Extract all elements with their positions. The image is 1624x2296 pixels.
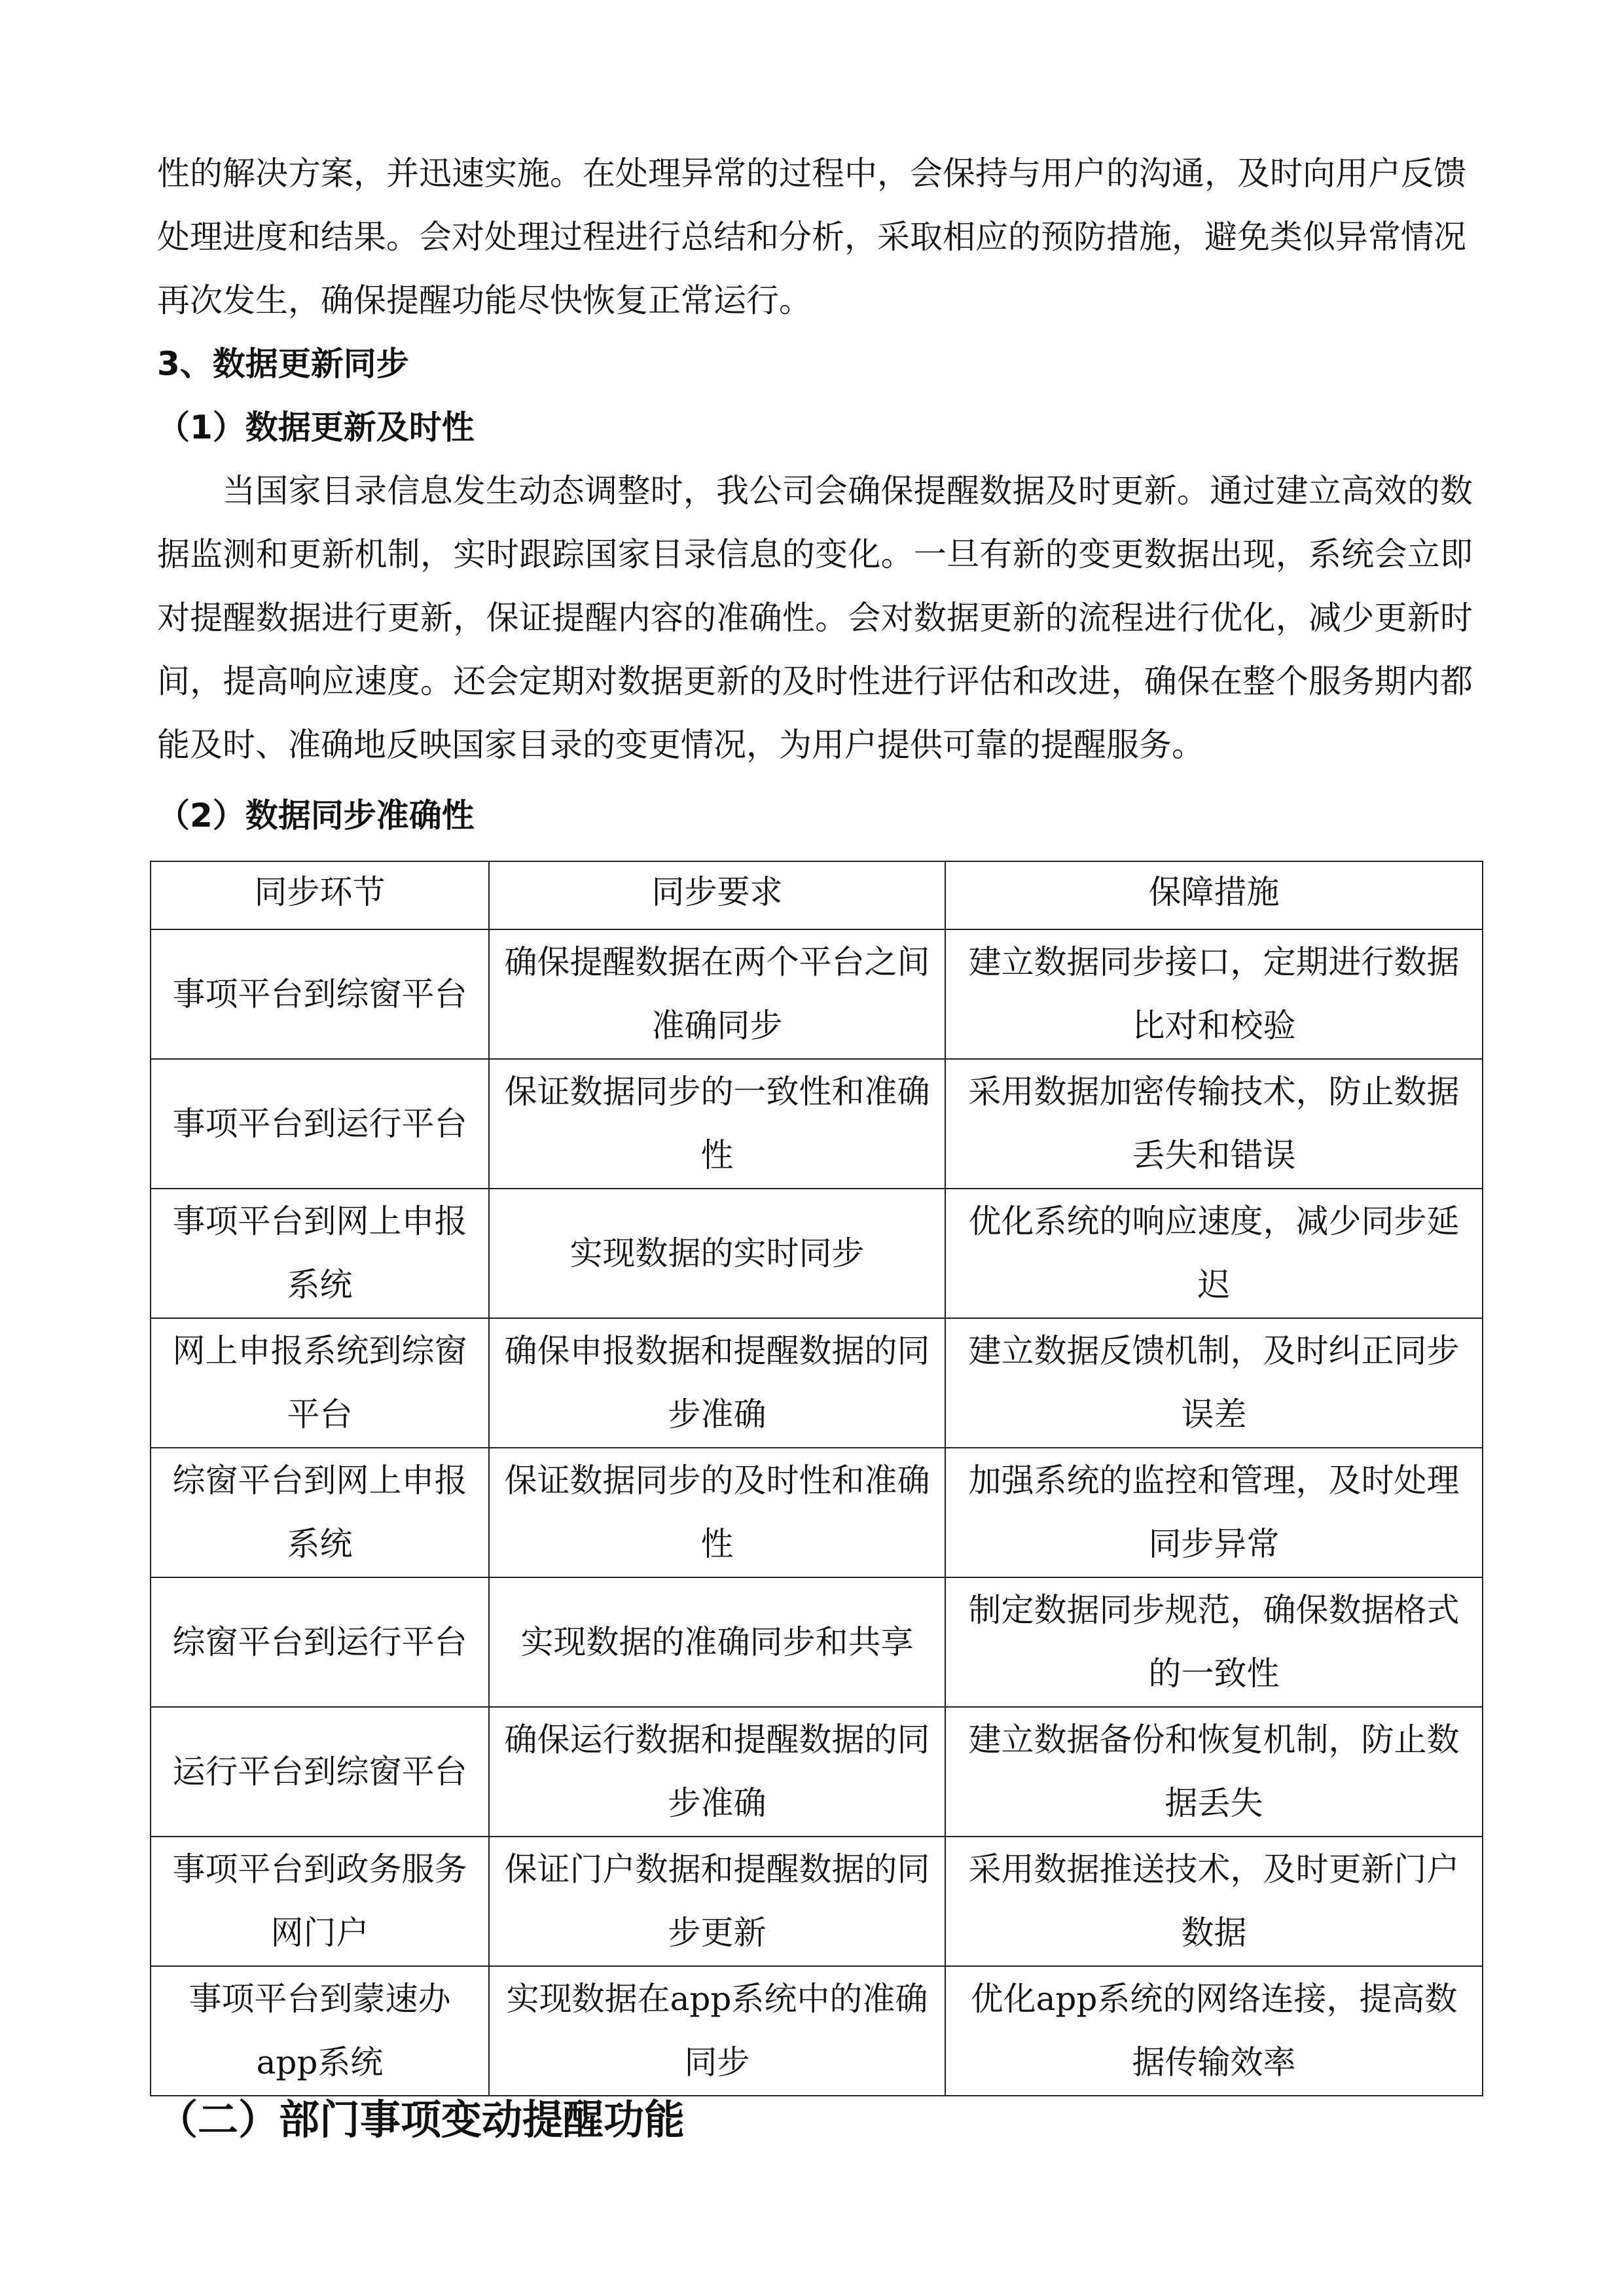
sync-table (150, 861, 1483, 2096)
intro-line: 处理进度和结果。会对处理过程进行总结和分析，采取相应的预防措施，避免类似异常情况 (157, 218, 1466, 256)
table-cell: 建立数据反馈机制，及时纠正同步误差 (945, 1318, 1483, 1448)
table-header-row (151, 861, 1483, 929)
table-row (151, 1707, 1483, 1837)
table-cell: 确保申报数据和提醒数据的同步准确 (489, 1318, 945, 1448)
table-cell: 保证数据同步的及时性和准确性 (489, 1448, 945, 1577)
table-cell: 保证数据同步的一致性和准确性 (489, 1059, 945, 1189)
table-cell: 采用数据推送技术，及时更新门户数据 (945, 1837, 1483, 1966)
intro-paragraph (157, 142, 1473, 332)
table-cell: 事项平台到综窗平台 (151, 929, 489, 1059)
table-cell: 实现数据在app系统中的准确同步 (489, 1966, 945, 2096)
table-cell: 综窗平台到网上申报系统 (151, 1448, 489, 1577)
table-row (151, 1448, 1483, 1577)
table-row (151, 1837, 1483, 1966)
table-cell: 事项平台到运行平台 (151, 1059, 489, 1189)
table-cell: 加强系统的监控和管理，及时处理同步异常 (945, 1448, 1483, 1577)
table-cell: 确保运行数据和提醒数据的同步准确 (489, 1707, 945, 1837)
header-cell-measure: 保障措施 (945, 861, 1483, 929)
table-row (151, 1966, 1483, 2096)
table-cell: 实现数据的准确同步和共享 (489, 1577, 945, 1707)
table-cell: 保证门户数据和提醒数据的同步更新 (489, 1837, 945, 1966)
subsection-1-heading: （1）数据更新及时性 (157, 408, 475, 446)
table-cell: 确保提醒数据在两个平台之间准确同步 (489, 929, 945, 1059)
table-row (151, 929, 1483, 1059)
header-cell-stage: 同步环节 (151, 861, 489, 929)
table-cell: 制定数据同步规范，确保数据格式的一致性 (945, 1577, 1483, 1707)
intro-line: 再次发生，确保提醒功能尽快恢复正常运行。 (157, 281, 812, 319)
table-row (151, 1189, 1483, 1318)
intro-line: 性的解决方案，并迅速实施。在处理异常的过程中，会保持与用户的沟通，及时向用户反馈 (157, 154, 1466, 192)
table-row (151, 1059, 1483, 1189)
table-cell: 网上申报系统到综窗平台 (151, 1318, 489, 1448)
table-cell: 事项平台到蒙速办app系统 (151, 1966, 489, 2096)
table-cell: 事项平台到网上申报系统 (151, 1189, 489, 1318)
table-row (151, 1318, 1483, 1448)
section-3-heading: 3、数据更新同步 (157, 345, 409, 383)
header-cell-requirement: 同步要求 (489, 861, 945, 929)
table-cell: 采用数据加密传输技术，防止数据丢失和错误 (945, 1059, 1483, 1189)
table-cell: 运行平台到综窗平台 (151, 1707, 489, 1837)
table-cell: 实现数据的实时同步 (489, 1189, 945, 1318)
table-row (151, 1577, 1483, 1707)
section-two-heading: （二）部门事项变动提醒功能 (157, 2096, 685, 2144)
table-cell: 综窗平台到运行平台 (151, 1577, 489, 1707)
subsection-1-paragraph: 当国家目录信息发生动态调整时，我公司会确保提醒数据及时更新。通过建立高效的数据监测和更新机制，实时跟踪国家目录信息的变化。一旦有新的变更数据出现，系统会立即对提醒数据进行更新，保证提醒内容的准确性。会对数据更新的流程进行优化，减少更新时间，提高响应速度。还会定期对数据更新的及时性进行评估和改进，确保在整个服务期内都能及时、准确地反映国家目录的变更情况，为用户提供可靠的提醒服务。 (157, 472, 1473, 764)
table-cell: 建立数据备份和恢复机制，防止数据丢失 (945, 1707, 1483, 1837)
table-cell: 事项平台到政务服务网门户 (151, 1837, 489, 1966)
subsection-2-heading: （2）数据同步准确性 (157, 797, 475, 834)
table-cell: 优化系统的响应速度，减少同步延迟 (945, 1189, 1483, 1318)
table-cell: 建立数据同步接口，定期进行数据比对和校验 (945, 929, 1483, 1059)
table-cell: 优化app系统的网络连接，提高数据传输效率 (945, 1966, 1483, 2096)
